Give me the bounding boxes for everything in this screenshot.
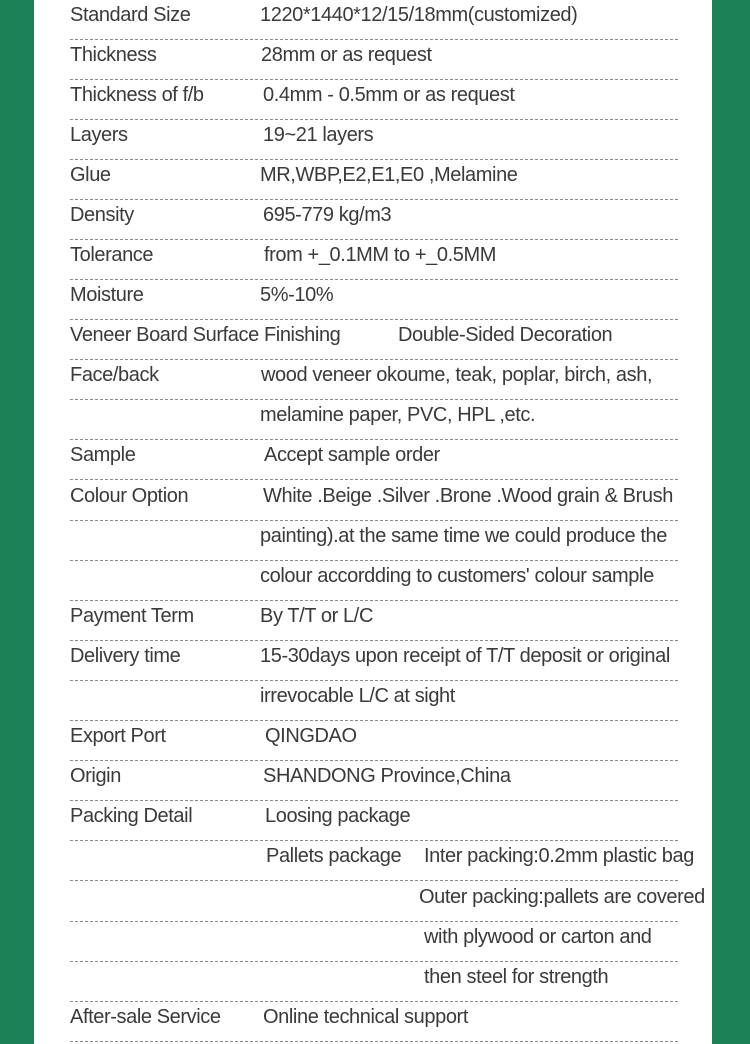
spec-value: Online technical support — [263, 1006, 468, 1028]
spec-row — [70, 360, 678, 400]
spec-label: Glue — [70, 164, 111, 186]
spec-value: Double-Sided Decoration — [398, 324, 613, 346]
spec-extra: Inter packing:0.2mm plastic bag — [424, 845, 694, 867]
spec-row — [70, 681, 678, 721]
spec-row — [70, 962, 678, 1002]
spec-value: 15-30days upon receipt of T/T deposit or original — [260, 645, 670, 667]
spec-value: QINGDAO — [265, 725, 357, 747]
spec-value: irrevocable L/C at sight — [260, 685, 455, 707]
spec-row — [70, 481, 678, 521]
spec-row — [70, 0, 678, 40]
spec-label: Thickness — [70, 44, 157, 66]
spec-row — [70, 801, 678, 841]
spec-value: from +_0.1MM to +_0.5MM — [264, 244, 497, 266]
spec-row — [70, 922, 678, 962]
spec-value: White .Beige .Silver .Brone .Wood grain & Brush — [263, 485, 673, 507]
spec-value: 19~21 layers — [263, 124, 374, 146]
spec-row — [70, 882, 705, 922]
spec-row — [70, 641, 678, 681]
spec-row — [70, 841, 694, 881]
spec-row — [70, 561, 678, 601]
spec-value: By T/T or L/C — [260, 605, 373, 627]
spec-label: Thickness of f/b — [70, 84, 204, 106]
spec-label: After-sale Service — [70, 1006, 221, 1028]
spec-value: Accept sample order — [264, 444, 440, 466]
spec-value: 5%-10% — [260, 284, 334, 306]
spec-label: Moisture — [70, 284, 144, 306]
spec-label: Delivery time — [70, 645, 181, 667]
spec-row — [70, 721, 678, 761]
spec-row — [70, 200, 678, 240]
spec-value: Pallets package — [266, 845, 402, 867]
spec-row — [70, 120, 678, 160]
spec-row — [70, 40, 678, 80]
spec-label: Payment Term — [70, 605, 194, 627]
spec-label: Density — [70, 204, 134, 226]
spec-value: 695-779 kg/m3 — [263, 204, 392, 226]
spec-label: Standard Size — [70, 4, 191, 26]
spec-row — [70, 440, 678, 480]
spec-label: Origin — [70, 765, 121, 787]
spec-value: 1220*1440*12/15/18mm(customized) — [260, 4, 578, 26]
spec-value: 28mm or as request — [261, 44, 432, 66]
spec-row — [70, 280, 678, 320]
spec-value: SHANDONG Province,China — [263, 765, 511, 787]
spec-row — [70, 761, 678, 801]
spec-value: melamine paper, PVC, HPL ,etc. — [260, 404, 536, 426]
spec-extra: Outer packing:pallets are covered — [419, 886, 705, 908]
spec-value: 0.4mm - 0.5mm or as request — [263, 84, 515, 106]
spec-label: Colour Option — [70, 485, 189, 507]
spec-row — [70, 601, 678, 641]
spec-row — [70, 1002, 678, 1042]
spec-extra: then steel for strength — [424, 966, 609, 988]
spec-row — [70, 320, 678, 360]
spec-label: Layers — [70, 124, 128, 146]
spec-label: Veneer Board Surface Finishing — [70, 324, 341, 346]
spec-value: wood veneer okoume, teak, poplar, birch, ash, — [261, 364, 653, 386]
spec-label: Sample — [70, 444, 136, 466]
spec-row — [70, 80, 678, 120]
spec-label: Export Port — [70, 725, 166, 747]
spec-extra: with plywood or carton and — [424, 926, 652, 948]
spec-value: Loosing package — [265, 805, 411, 827]
spec-label: Packing Detail — [70, 805, 193, 827]
spec-label: Face/back — [70, 364, 159, 386]
spec-row — [70, 400, 678, 440]
spec-value: painting).at the same time we could produce the — [260, 525, 668, 547]
spec-row — [70, 160, 678, 200]
spec-row — [70, 240, 678, 280]
spec-row — [70, 521, 678, 561]
spec-label: Tolerance — [70, 244, 154, 266]
spec-value: MR,WBP,E2,E1,E0 ,Melamine — [260, 164, 518, 186]
spec-value: colour accordding to customers' colour sample — [260, 565, 654, 587]
